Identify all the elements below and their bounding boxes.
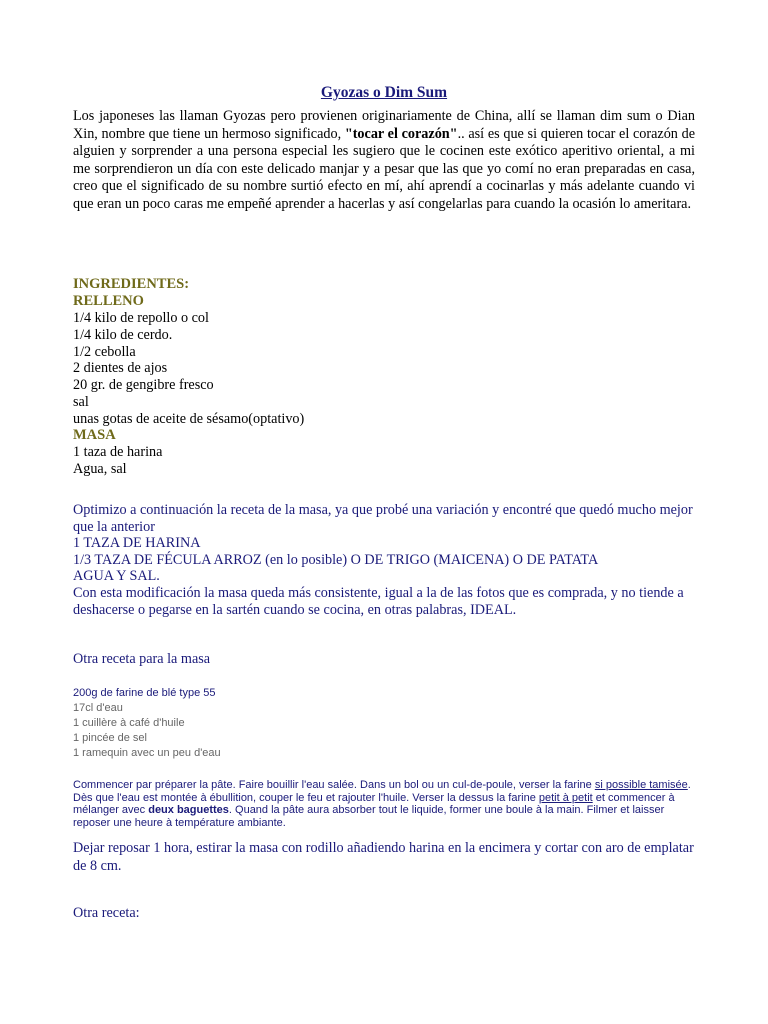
page-title: Gyozas o Dim Sum — [320, 84, 448, 101]
french-ingredient-list — [73, 686, 221, 761]
list-item: 200g de farine de blé type 55 — [73, 687, 216, 699]
list-item: 1 cuillère à café d'huile — [73, 717, 185, 729]
list-item: 17cl d'eau — [73, 702, 123, 714]
fr-bold: deux baguettes — [148, 804, 229, 817]
fr-text: . Dès que l'eau est montée à ébullition, couper le feu et rajouter l'huile. Verser la dessus la farine — [73, 779, 691, 804]
fr-underline-2: petit à petit — [538, 791, 593, 804]
intro-paragraph — [73, 108, 695, 213]
list-item: 1/2 cebolla — [73, 343, 136, 360]
list-item: 1 ramequin avec un peu d'eau — [73, 747, 221, 759]
relleno-list — [73, 310, 695, 428]
masa-section — [73, 427, 695, 478]
dejar-paragraph: Dejar reposar 1 hora, estirar la masa con rodillo añadiendo harina en la encimera y cortar con aro de emplatar de 8 cm. — [73, 840, 694, 874]
relleno-section — [73, 293, 695, 428]
optimizo-line: 1 TAZA DE HARINA — [73, 535, 201, 552]
optimizo-section — [73, 502, 695, 618]
ingredients-heading: INGREDIENTES: — [73, 276, 190, 292]
intro-bold-phrase: "tocar el corazón" — [344, 125, 458, 142]
list-item: 1 taza de harina — [73, 444, 163, 460]
list-item: 20 gr. de gengibre fresco — [73, 377, 214, 394]
list-item: 1/4 kilo de cerdo. — [73, 326, 173, 343]
masa-heading: MASA — [73, 427, 116, 443]
masa-list — [73, 444, 695, 478]
otra-receta-masa-heading: Otra receta para la masa — [73, 651, 211, 667]
list-item: sal — [73, 393, 89, 410]
otra-receta-heading: Otra receta: — [73, 905, 140, 921]
relleno-heading: RELLENO — [73, 293, 144, 309]
intro-text-2: .. así es que si quieren tocar el corazón de alguien y sorprender a una persona especial les sugiero que le cocinen este exótico aperitivo oriental, a mi me sorprendieron un día con este delicado manjar y a pesar que las que yo comí no eran preparadas en casa, creo que el significado de su nombre surtió efecto en mí, ahí aprendí a cocinarlas y más adelante cuando vi que eran un poco caras me empeñé aprender a hacerlas y así congelarlas para cuando la ocasión lo ameritara. — [73, 125, 695, 212]
intro-text-1: Los japoneses las llaman Gyozas pero provienen originariamente de China, allí se llaman dim sum o Dian Xin, nombre que tiene un hermoso significado, — [73, 108, 695, 142]
fr-text: . Quand la pâte aura absorber tout le liquide, former une boule à la main. Filmer et laisser reposer une heure à température ambiante. — [73, 804, 665, 829]
optimizo-line: AGUA Y SAL. — [73, 568, 160, 585]
list-item: Agua, sal — [73, 460, 127, 477]
optimizo-intro: Optimizo a continuación la receta de la masa, ya que probé una variación y encontré que quedó mucho mejor que la anterior — [73, 502, 693, 535]
fr-underline-1: si possible tamisée — [594, 779, 688, 791]
optimizo-conclusion: Con esta modificación la masa queda más consistente, igual a la de las fotos que es comprada, y no tiende a deshacerse o pegarse en la sartén cuando se cocina, en otras palabras, IDEAL. — [73, 584, 684, 618]
list-item: 1/4 kilo de repollo o col — [73, 310, 209, 326]
list-item: 2 dientes de ajos — [73, 360, 168, 377]
fr-text: Commencer par préparer la pâte. Faire bouillir l'eau salée. Dans un bol ou un cul-de-poule, verser la farine — [73, 779, 595, 791]
list-item: 1 pincée de sel — [73, 732, 147, 744]
list-item: unas gotas de aceite de sésamo(optativo) — [73, 410, 305, 427]
optimizo-line: 1/3 TAZA DE FÉCULA ARROZ (en lo posible) O DE TRIGO (MAICENA) O DE PATATA — [73, 551, 599, 568]
french-instructions — [73, 779, 695, 829]
fr-text: et commencer à mélanger avec — [73, 791, 675, 817]
